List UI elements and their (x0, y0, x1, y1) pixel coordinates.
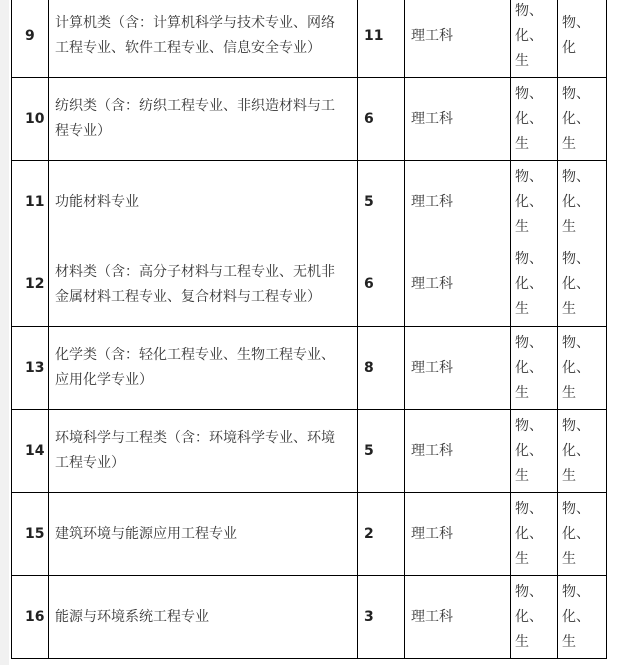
row-number: 13 (12, 327, 49, 410)
enrollment-count: 6 (358, 244, 405, 327)
subject-line: 物、 (515, 500, 543, 517)
category-type: 理工科 (405, 0, 511, 78)
subject-line: 化、 (515, 27, 543, 44)
subject-line: 化、 (562, 276, 590, 293)
subject-line: 化、 (562, 608, 590, 625)
subject-line: 物、 (562, 583, 590, 600)
enrollment-count: 11 (358, 0, 405, 78)
subject-requirement-b (558, 493, 607, 576)
subject-requirement-b (558, 161, 607, 244)
subject-requirement-b (558, 78, 607, 161)
major-name: 计算机类（含：计算机科学与技术专业、网络工程专业、软件工程专业、信息安全专业） (49, 0, 358, 78)
major-name: 功能材料专业 (49, 161, 358, 244)
enrollment-count: 2 (358, 493, 405, 576)
subject-line: 物、 (515, 168, 543, 185)
subject-requirement-b (558, 327, 607, 410)
subject-line: 生 (562, 633, 576, 650)
table-row (12, 161, 607, 244)
enrollment-count: 3 (358, 576, 405, 659)
subject-line: 生 (562, 218, 576, 235)
subject-line: 生 (515, 301, 529, 318)
category-type: 理工科 (405, 78, 511, 161)
major-name: 环境科学与工程类（含：环境科学专业、环境工程专业） (49, 410, 358, 493)
subject-requirement-a (511, 78, 558, 161)
subject-requirement-a (511, 493, 558, 576)
subject-line: 化、 (515, 110, 543, 127)
subject-line: 物、 (515, 334, 543, 351)
table-row (12, 410, 607, 493)
table-row (12, 244, 607, 327)
subject-line: 物、 (515, 583, 543, 600)
subject-requirement-a (511, 244, 558, 327)
subject-line: 生 (515, 135, 529, 152)
subject-line: 化 (562, 40, 576, 56)
subject-line: 物、 (562, 417, 590, 434)
major-name: 纺织类（含：纺织工程专业、非织造材料与工程专业） (49, 78, 358, 161)
category-type: 理工科 (405, 576, 511, 659)
subject-requirement-b (558, 0, 607, 78)
subject-line: 物、 (562, 85, 590, 102)
enrollment-count: 8 (358, 327, 405, 410)
subject-line: 生 (515, 384, 529, 401)
row-number: 14 (12, 410, 49, 493)
subject-requirement-b (558, 244, 607, 327)
subject-line: 物、 (562, 334, 590, 351)
subject-requirement-a (511, 0, 558, 78)
majors-table (11, 0, 607, 659)
subject-requirement-b (558, 410, 607, 493)
table-row (12, 576, 607, 659)
table-row (12, 78, 607, 161)
major-name: 建筑环境与能源应用工程专业 (49, 493, 358, 576)
major-name: 材料类（含：高分子材料与工程专业、无机非金属材料工程专业、复合材料与工程专业） (49, 244, 358, 327)
subject-line: 生 (515, 467, 529, 484)
subject-line: 物、 (515, 251, 543, 268)
subject-requirement-b (558, 576, 607, 659)
subject-line: 化、 (562, 359, 590, 376)
subject-line: 物、 (562, 15, 590, 31)
table-row (12, 327, 607, 410)
table-row (12, 493, 607, 576)
major-name: 能源与环境系统工程专业 (49, 576, 358, 659)
subject-requirement-a (511, 410, 558, 493)
subject-line: 化、 (515, 193, 543, 210)
subject-line: 化、 (515, 359, 543, 376)
subject-line: 化、 (515, 276, 543, 293)
subject-line: 化、 (515, 608, 543, 625)
subject-line: 物、 (562, 500, 590, 517)
table-row (12, 0, 607, 78)
subject-line: 化、 (562, 442, 590, 459)
row-number: 12 (12, 244, 49, 327)
subject-line: 化、 (515, 525, 543, 542)
subject-line: 物、 (515, 417, 543, 434)
enrollment-count: 5 (358, 161, 405, 244)
row-number: 11 (12, 161, 49, 244)
subject-line: 生 (515, 550, 529, 567)
subject-line: 物、 (562, 168, 590, 185)
subject-line: 物、 (515, 2, 543, 19)
subject-line: 化、 (562, 193, 590, 210)
subject-line: 生 (562, 550, 576, 567)
subject-line: 化、 (562, 110, 590, 127)
row-number: 16 (12, 576, 49, 659)
row-number: 10 (12, 78, 49, 161)
subject-requirement-a (511, 576, 558, 659)
subject-line: 生 (562, 301, 576, 318)
subject-line: 物、 (515, 85, 543, 102)
subject-line: 生 (515, 218, 529, 235)
subject-line: 物、 (562, 251, 590, 268)
subject-requirement-a (511, 327, 558, 410)
category-type: 理工科 (405, 410, 511, 493)
enrollment-count: 6 (358, 78, 405, 161)
enrollment-count: 5 (358, 410, 405, 493)
left-margin-strip (0, 0, 9, 665)
subject-line: 生 (515, 633, 529, 650)
category-type: 理工科 (405, 244, 511, 327)
category-type: 理工科 (405, 327, 511, 410)
subject-line: 化、 (515, 442, 543, 459)
subject-requirement-a (511, 161, 558, 244)
subject-line: 生 (515, 52, 529, 69)
subject-line: 生 (562, 135, 576, 152)
row-number: 9 (12, 0, 49, 78)
category-type: 理工科 (405, 493, 511, 576)
category-type: 理工科 (405, 161, 511, 244)
subject-line: 化、 (562, 525, 590, 542)
subject-line: 生 (562, 467, 576, 484)
subject-line: 生 (562, 384, 576, 401)
major-name: 化学类（含：轻化工程专业、生物工程专业、应用化学专业） (49, 327, 358, 410)
row-number: 15 (12, 493, 49, 576)
